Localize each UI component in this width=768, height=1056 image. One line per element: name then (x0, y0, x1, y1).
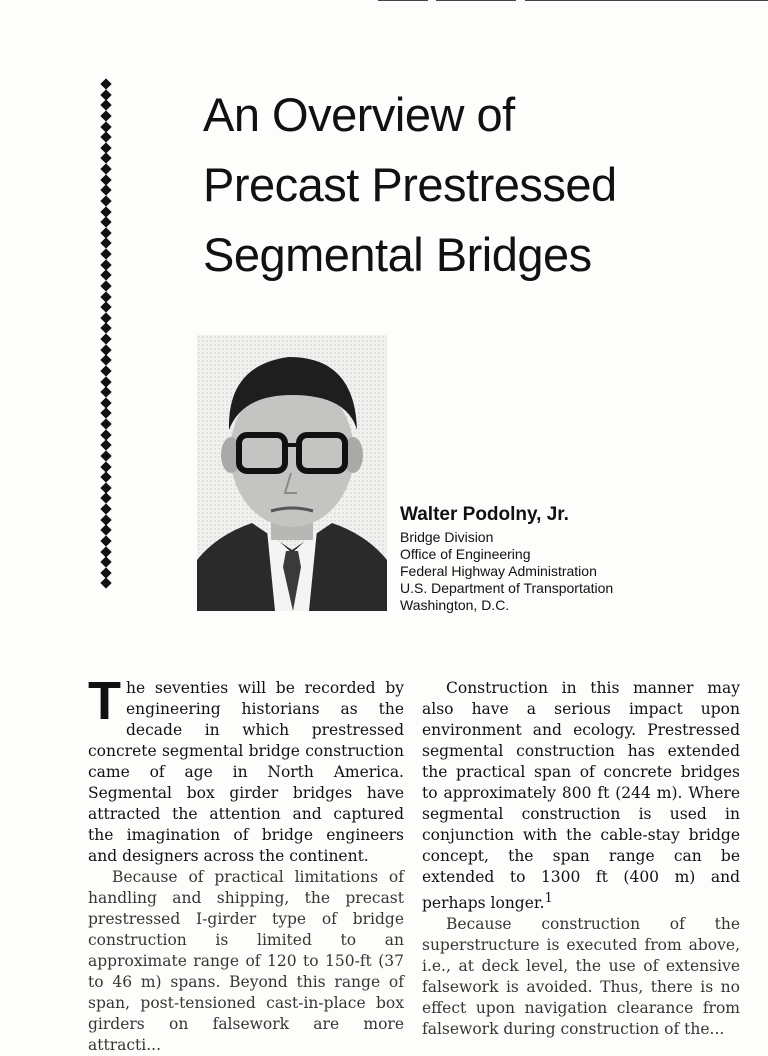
diamond-ornament (100, 493, 111, 504)
diamond-ornament (100, 365, 111, 376)
diamond-ornament (100, 131, 111, 142)
diamond-ornament (100, 301, 111, 312)
diamond-ornament (100, 153, 111, 164)
paragraph (88, 671, 404, 867)
diamond-ornament (100, 408, 111, 419)
paragraph: Because of practical limitations of handling and shipping, the precast prestressed I-girder type of bridge construction is limited to an approximate range of 120 to 150-ft (37 to 46 m) spans. Beyond this range of span, post-tensioned cast-in-place box girders on falsework are more attracti... (88, 868, 404, 1054)
paragraph (422, 678, 740, 914)
diamond-ornament (100, 578, 111, 589)
diamond-ornament (100, 440, 111, 451)
article-title (203, 80, 763, 290)
diamond-ornament (100, 535, 111, 546)
diamond-ornament (100, 216, 111, 227)
diamond-ornament (100, 386, 111, 397)
drop-cap: T (88, 671, 121, 731)
top-rule (436, 0, 516, 1)
diamond-border (95, 80, 117, 590)
title-line: An Overview of (203, 88, 515, 141)
affiliation-line: Washington, D.C. (400, 597, 510, 613)
diamond-ornament (100, 270, 111, 281)
author-name: Walter Podolny, Jr. (400, 504, 569, 525)
author-portrait (197, 335, 387, 611)
diamond-ornament (100, 163, 111, 174)
paragraph: Because construction of the superstructure is executed from above, i.e., at deck level, the use of extensive falsework is avoided. Thus, there is no effect upon navigation clearance from falsework during construction of the... (422, 915, 740, 1039)
top-rule (525, 0, 768, 1)
diamond-ornament (100, 195, 111, 206)
diamond-ornament (100, 450, 111, 461)
diamond-ornament (100, 185, 111, 196)
diamond-ornament (100, 556, 111, 567)
title-line: Segmental Bridges (203, 228, 592, 281)
affiliation-line: Office of Engineering (400, 546, 531, 562)
affiliation-line: U.S. Department of Transportation (400, 580, 614, 596)
body-column-right (422, 678, 740, 1040)
author-block (400, 502, 760, 614)
diamond-ornament (100, 355, 111, 366)
footnote-marker: 1 (544, 891, 553, 906)
diamond-ornament (100, 503, 111, 514)
diamond-ornament (100, 238, 111, 249)
paragraph-text: he seventies will be recorded by engineering historians as the decade in which prestressed concrete segmental bridge construction came of age in North America. Segmental box girder bridges have attracted the attention and captured the imagination of bridge engineers and designers across the continent. (88, 679, 404, 865)
title-line: Precast Prestressed (203, 158, 617, 211)
diamond-ornament (100, 333, 111, 344)
diamond-ornament (100, 100, 111, 111)
affiliation-line: Federal Highway Administration (400, 563, 597, 579)
body-column-left (88, 671, 404, 1056)
diamond-ornament (100, 525, 111, 536)
diamond-ornament (100, 248, 111, 259)
top-rule (378, 0, 428, 1)
diamond-ornament (100, 323, 111, 334)
affiliation-line: Bridge Division (400, 529, 494, 545)
diamond-ornament (100, 110, 111, 121)
diamond-ornament (100, 280, 111, 291)
diamond-ornament (100, 471, 111, 482)
diamond-ornament (100, 418, 111, 429)
diamond-ornament (100, 78, 111, 89)
paragraph-text: Construction in this manner may also have a serious impact upon environment and ecology. Prestressed segmental construction has extended the practical span of concrete bridges to approximately 800 ft (244 m). Where segmental construction is used in conjunction with the cable-stay bridge concept, the span range can be extended to 1300 ft (400 m) and perhaps longer. (422, 679, 740, 913)
